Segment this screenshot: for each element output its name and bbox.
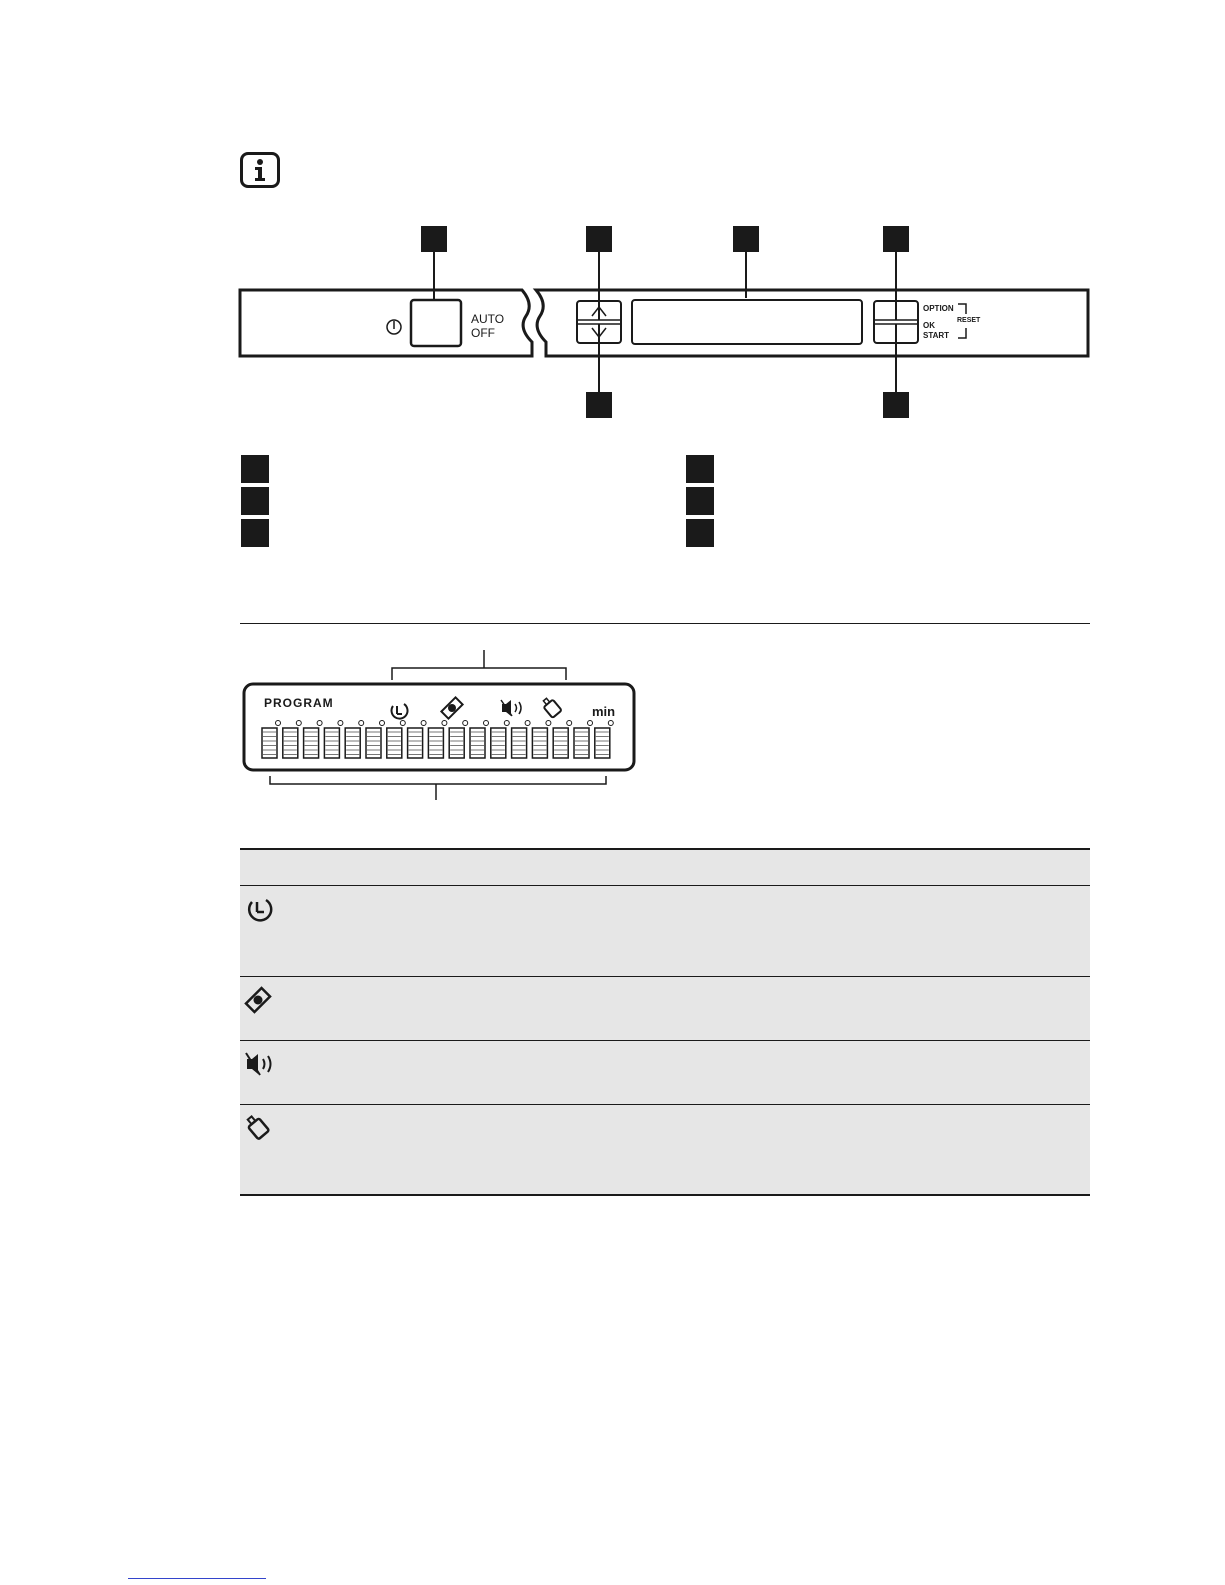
digit-block [491,728,506,758]
digit-block [283,728,298,758]
callout-6 [883,392,909,418]
segment-dot [525,721,530,726]
table-row [240,1041,1090,1105]
callout-1 [421,226,447,252]
digit-block [512,728,527,758]
digit-block [574,728,589,758]
digit-block [345,728,360,758]
salt-icon [244,1111,274,1143]
segment-dot [338,721,343,726]
segment-dot [567,721,572,726]
segment-dot [296,721,301,726]
option-label: OPTION [923,304,954,313]
table-row [240,886,1090,977]
digit-block [553,728,568,758]
salt-icon [540,696,561,718]
segment-dot [400,721,405,726]
segment-dot [380,721,385,726]
digit-block [470,728,485,758]
reset-label: RESET [957,317,981,324]
display-svg [236,648,646,800]
digit-block [262,728,277,758]
digit-block [324,728,339,758]
digit-block [304,728,319,758]
callout-4 [883,226,909,252]
control-panel-diagram [236,224,1092,420]
segment-dot [276,721,281,726]
digit-segments [262,721,613,759]
delay-clock-icon [244,894,274,924]
table-row [240,977,1090,1041]
callout-3 [733,226,759,252]
segment-dot [484,721,489,726]
legend-callout-3 [241,519,269,547]
rinse-aid-icon [244,985,274,1015]
segment-dot [359,721,364,726]
digit-block [366,728,381,758]
section-divider [240,623,1090,624]
digit-block [408,728,423,758]
segment-dot [546,721,551,726]
sound-off-icon [501,700,521,716]
segment-dot [588,721,593,726]
legend-callout-5 [686,487,714,515]
rinse-aid-icon [441,697,462,718]
segment-dot [608,721,613,726]
segment-dot [442,721,447,726]
callout-5 [586,392,612,418]
display-diagram [236,648,646,800]
legend-callout-2 [241,487,269,515]
digit-block [428,728,443,758]
legend-callout-6 [686,519,714,547]
program-label: PROGRAM [264,696,334,710]
legend-callout-1 [241,455,269,483]
auto-off-label: AUTO OFF [471,312,505,340]
sound-off-icon [244,1049,278,1079]
digit-block [532,728,547,758]
digit-block [595,728,610,758]
digit-block [387,728,402,758]
segment-dot [504,721,509,726]
digit-block [449,728,464,758]
table-header [240,848,1090,886]
callout-2 [586,226,612,252]
info-icon [240,152,280,188]
delay-clock-icon [392,704,408,719]
segment-dot [317,721,322,726]
segment-dot [421,721,426,726]
min-label: min [592,704,616,719]
ok-start-label: OK START [923,321,950,340]
segment-dot [463,721,468,726]
table-row [240,1105,1090,1196]
legend-callout-4 [686,455,714,483]
footer-link-underline [128,1578,266,1579]
